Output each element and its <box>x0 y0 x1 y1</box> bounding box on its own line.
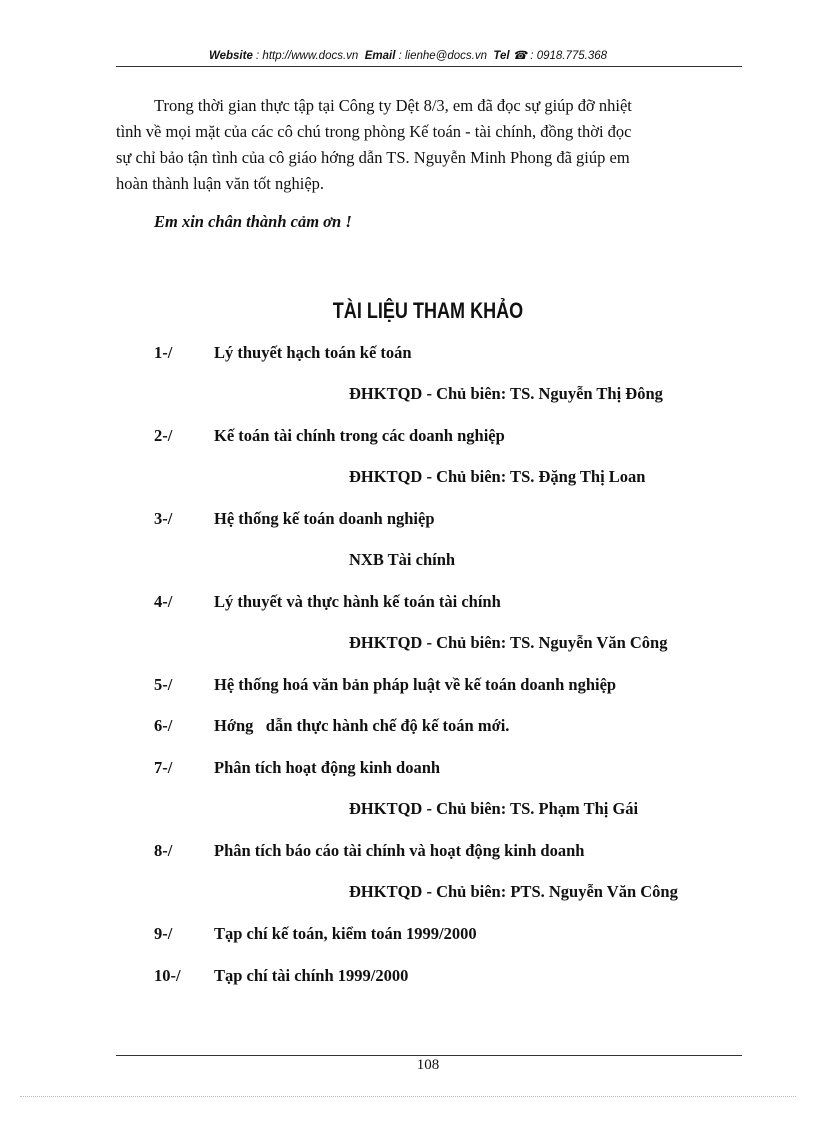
reference-source: ĐHKTQD - Chủ biên: TS. Phạm Thị Gái <box>349 799 639 818</box>
email-value: : lienhe@docs.vn <box>398 50 487 62</box>
thanks-line: Em xin chân thành cảm ơn ! <box>154 212 352 231</box>
reference-title: Phân tích báo cáo tài chính và hoạt động kinh doanh <box>214 841 585 860</box>
reference-title: Hệ thống kế toán doanh nghiệp <box>214 509 435 528</box>
intro-line: Trong thời gian thực tập tại Công ty Dệt 8/3, em đã đọc sự giúp đỡ nhiệt <box>154 96 632 115</box>
email-label: Email <box>364 50 396 62</box>
page-header <box>0 48 816 62</box>
reference-number: 8-/ <box>154 841 173 860</box>
reference-title: Lý thuyết và thực hành kế toán tài chính <box>214 592 501 611</box>
tel-label: Tel <box>493 50 510 62</box>
reference-item <box>154 675 616 695</box>
page-bottom-border <box>20 1096 796 1097</box>
reference-number: 2-/ <box>154 426 173 445</box>
reference-number: 7-/ <box>154 758 173 777</box>
reference-title: Hớng dẫn thực hành chế độ kế toán mới. <box>214 716 510 735</box>
website-value: : http://www.docs.vn <box>256 50 359 62</box>
reference-item <box>154 509 435 529</box>
reference-title: Tạp chí kế toán, kiểm toán 1999/2000 <box>214 924 477 943</box>
reference-title: Tạp chí tài chính 1999/2000 <box>214 966 409 985</box>
reference-number: 9-/ <box>154 924 173 943</box>
reference-item <box>154 841 584 861</box>
reference-item <box>154 592 501 612</box>
references-heading: TÀI LIỆU THAM KHẢO <box>332 298 524 323</box>
reference-title: Lý thuyết hạch toán kế toán <box>214 343 412 362</box>
reference-item <box>154 966 408 986</box>
tel-value: ☎ : 0918.775.368 <box>512 50 608 62</box>
reference-item <box>154 426 505 446</box>
intro-paragraph <box>116 93 740 197</box>
reference-number: 3-/ <box>154 509 173 528</box>
reference-source: ĐHKTQD - Chủ biên: TS. Nguyễn Văn Công <box>349 633 668 652</box>
intro-line: hoàn thành luận văn tốt nghiệp. <box>116 174 325 193</box>
intro-line: sự chỉ bảo tận tình của cô giáo hớng dẫn TS. Nguyễn Minh Phong đã giúp em <box>116 148 630 167</box>
reference-source: ĐHKTQD - Chủ biên: TS. Nguyễn Thị Đông <box>349 384 663 403</box>
intro-line: tình về mọi mặt của các cô chú trong phòng Kế toán - tài chính, đồng thời đọc <box>116 122 632 141</box>
reference-item <box>154 343 412 363</box>
footer-divider <box>116 1055 742 1056</box>
reference-item <box>154 924 477 944</box>
reference-source: ĐHKTQD - Chủ biên: PTS. Nguyễn Văn Công <box>349 882 678 901</box>
reference-number: 5-/ <box>154 675 173 694</box>
website-label: Website <box>208 50 253 62</box>
reference-number: 4-/ <box>154 592 173 611</box>
reference-number: 6-/ <box>154 716 173 735</box>
reference-title: Phân tích hoạt động kinh doanh <box>214 758 441 777</box>
reference-item <box>154 758 440 778</box>
reference-source: NXB Tài chính <box>349 550 456 569</box>
reference-item <box>154 716 509 736</box>
header-divider <box>116 66 742 67</box>
reference-title: Hệ thống hoá văn bản pháp luật về kế toán doanh nghiệp <box>214 675 617 694</box>
reference-source: ĐHKTQD - Chủ biên: TS. Đặng Thị Loan <box>349 467 646 486</box>
reference-number: 1-/ <box>154 343 173 362</box>
page-number: 108 <box>416 1057 440 1073</box>
reference-title: Kế toán tài chính trong các doanh nghiệp <box>214 426 505 445</box>
reference-number: 10-/ <box>154 966 181 985</box>
